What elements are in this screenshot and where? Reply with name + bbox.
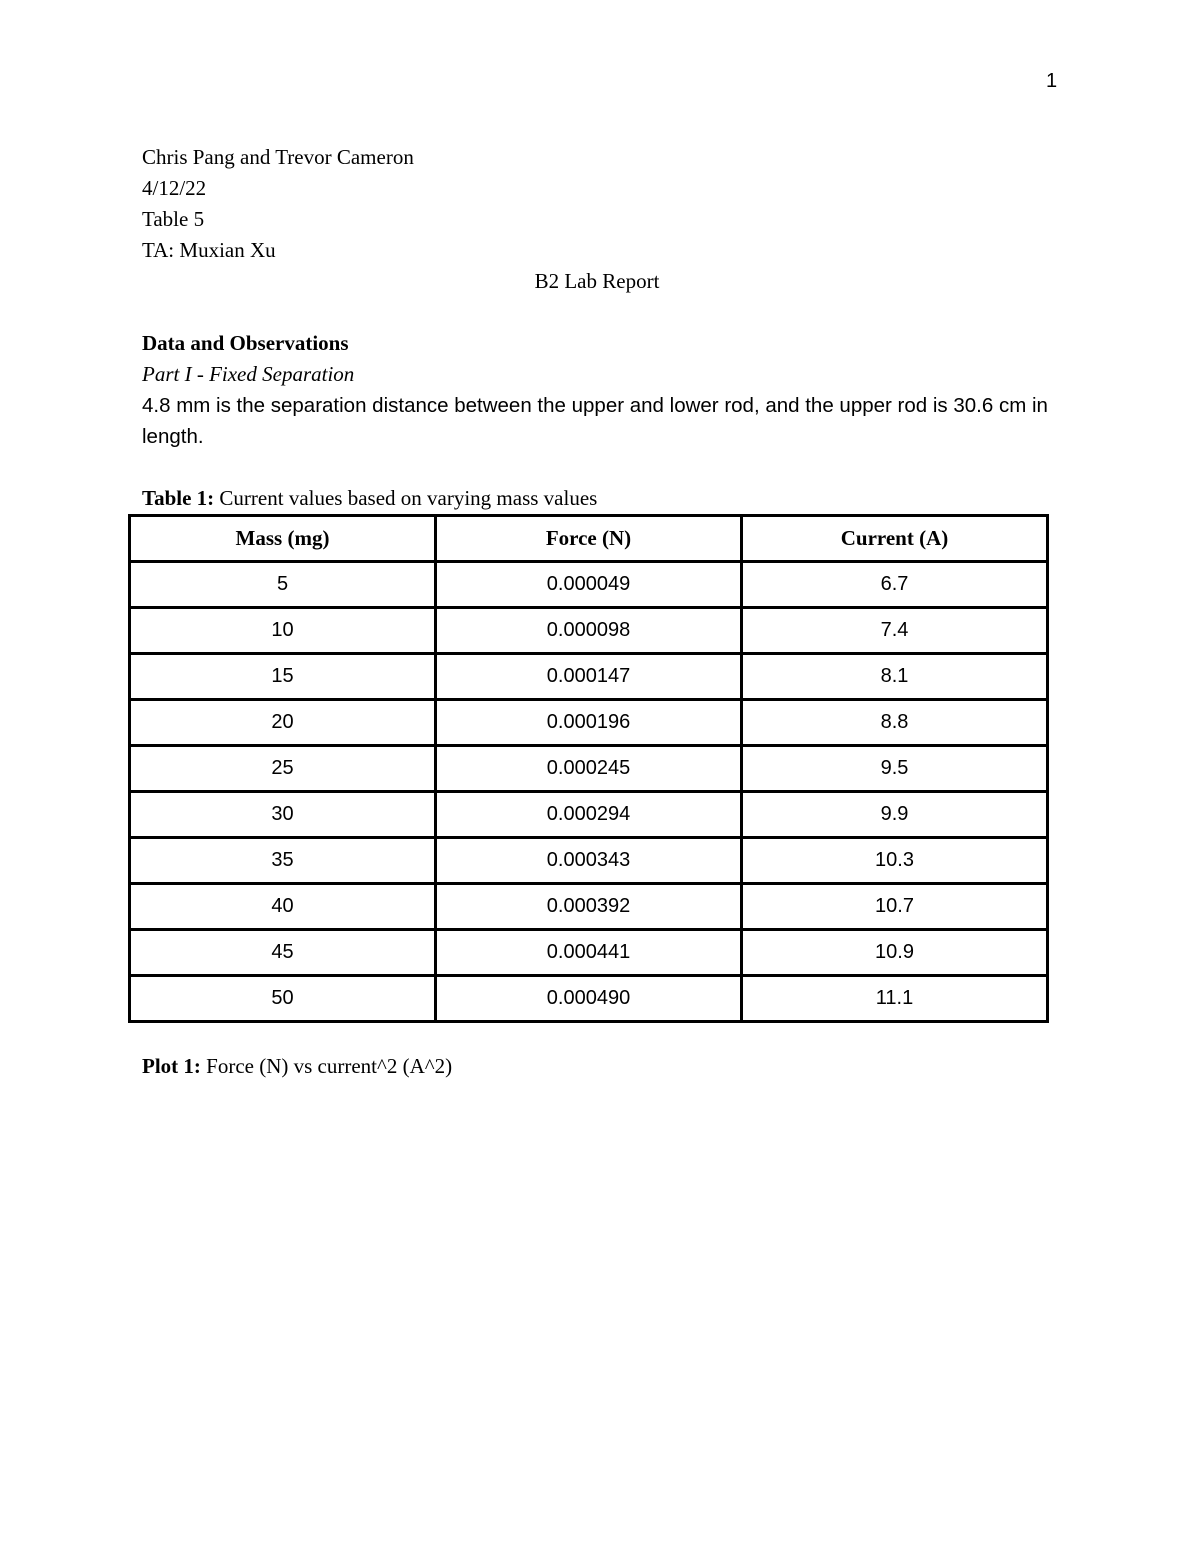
table-row bbox=[130, 562, 1048, 608]
cell-current: 7.4 bbox=[742, 608, 1048, 654]
cell-force: 0.000294 bbox=[436, 792, 742, 838]
data-section bbox=[142, 328, 1062, 452]
cell-force: 0.000392 bbox=[436, 884, 742, 930]
table-row bbox=[130, 884, 1048, 930]
cell-force: 0.000098 bbox=[436, 608, 742, 654]
cell-force: 0.000490 bbox=[436, 976, 742, 1022]
table-row bbox=[130, 930, 1048, 976]
plot-caption-text: Force (N) vs current^2 (A^2) bbox=[200, 1054, 453, 1078]
document-header bbox=[142, 142, 414, 266]
report-title: B2 Lab Report bbox=[534, 269, 660, 293]
cell-mass: 5 bbox=[130, 562, 436, 608]
table-row bbox=[130, 654, 1048, 700]
table-caption-text: Current values based on varying mass values bbox=[214, 486, 598, 510]
plot-caption-label: Plot 1: bbox=[142, 1054, 201, 1078]
table-number: Table 5 bbox=[142, 207, 205, 231]
cell-force: 0.000441 bbox=[436, 930, 742, 976]
cell-mass: 35 bbox=[130, 838, 436, 884]
table-row bbox=[130, 746, 1048, 792]
cell-current: 10.3 bbox=[742, 838, 1048, 884]
authors: Chris Pang and Trevor Cameron bbox=[142, 145, 414, 169]
plot-caption bbox=[142, 1051, 452, 1082]
cell-force: 0.000343 bbox=[436, 838, 742, 884]
table-header-row bbox=[130, 516, 1048, 562]
header-mass: Mass (mg) bbox=[130, 516, 436, 562]
cell-force: 0.000049 bbox=[436, 562, 742, 608]
cell-current: 10.7 bbox=[742, 884, 1048, 930]
cell-current: 6.7 bbox=[742, 562, 1048, 608]
page-number: 1 bbox=[1046, 70, 1058, 92]
cell-mass: 30 bbox=[130, 792, 436, 838]
cell-mass: 45 bbox=[130, 930, 436, 976]
cell-current: 9.9 bbox=[742, 792, 1048, 838]
cell-current: 9.5 bbox=[742, 746, 1048, 792]
table-row bbox=[130, 976, 1048, 1022]
section-subheading: Part I - Fixed Separation bbox=[142, 362, 355, 386]
section-heading: Data and Observations bbox=[142, 331, 349, 355]
table-row bbox=[130, 838, 1048, 884]
teaching-assistant: TA: Muxian Xu bbox=[142, 238, 276, 262]
table-row bbox=[130, 792, 1048, 838]
data-table bbox=[128, 514, 1049, 1023]
cell-mass: 25 bbox=[130, 746, 436, 792]
cell-mass: 20 bbox=[130, 700, 436, 746]
section-paragraph: 4.8 mm is the separation distance between the upper and lower rod, and the upper rod is 30.6 cm in length. bbox=[142, 394, 1048, 448]
header-current: Current (A) bbox=[742, 516, 1048, 562]
cell-current: 8.1 bbox=[742, 654, 1048, 700]
table-row bbox=[130, 608, 1048, 654]
date: 4/12/22 bbox=[142, 176, 207, 200]
table-row bbox=[130, 700, 1048, 746]
cell-mass: 50 bbox=[130, 976, 436, 1022]
table-body bbox=[130, 562, 1048, 1022]
cell-force: 0.000245 bbox=[436, 746, 742, 792]
cell-current: 10.9 bbox=[742, 930, 1048, 976]
cell-current: 11.1 bbox=[742, 976, 1048, 1022]
table-caption-label: Table 1: bbox=[142, 486, 215, 510]
cell-current: 8.8 bbox=[742, 700, 1048, 746]
cell-mass: 40 bbox=[130, 884, 436, 930]
cell-mass: 10 bbox=[130, 608, 436, 654]
cell-mass: 15 bbox=[130, 654, 436, 700]
table-caption bbox=[142, 483, 597, 514]
cell-force: 0.000196 bbox=[436, 700, 742, 746]
header-force: Force (N) bbox=[436, 516, 742, 562]
cell-force: 0.000147 bbox=[436, 654, 742, 700]
